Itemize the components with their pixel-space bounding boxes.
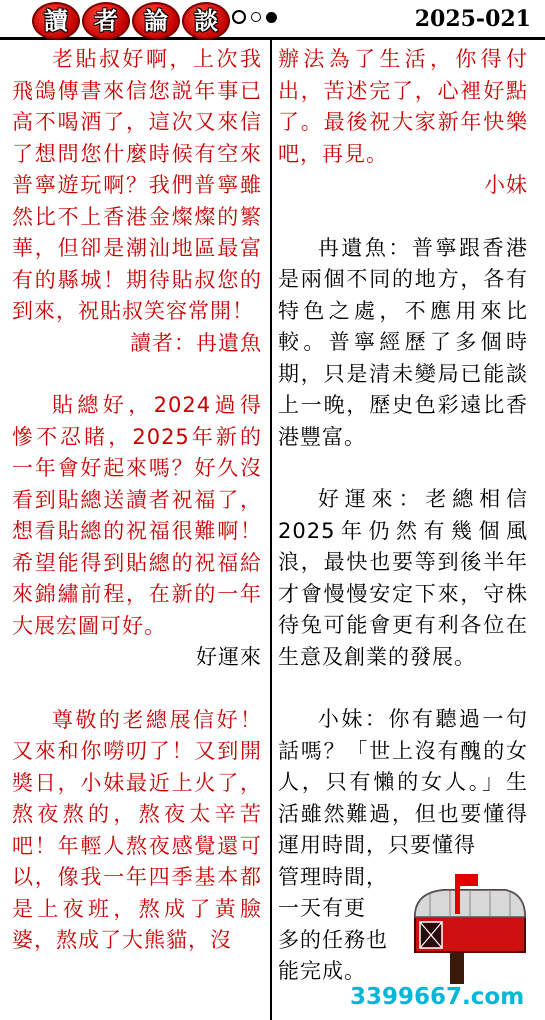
editor-reply: 冉遺魚：普寧跟香港是兩個不同的地方，各有特色之處，不應用來比較。普寧經歷了多個時期，只是清未變局已能談上一晚，歷史色彩遠比香港豐富。	[278, 235, 528, 449]
editor-reply-line: 能完成。	[278, 959, 366, 983]
circle-icon	[232, 10, 246, 24]
filled-circle-icon	[266, 12, 277, 23]
editor-reply-line: 管理時間，	[278, 864, 388, 889]
editor-reply: 小妹：你有聽過一句話嗎？「世上沒有醜的女人，只有懶的女人。」生活雖然難過，但也要懂得運用時間，只要懂得	[278, 707, 528, 857]
mailbox-icon	[395, 872, 535, 984]
editor-reply-line: 多的任務也	[278, 927, 388, 952]
right-column	[278, 44, 528, 988]
decorative-dots	[232, 10, 277, 24]
site-watermark: 3399667.com	[346, 984, 528, 1010]
reader-letter: 老貼叔好啊，上次我飛鴿傳書來信您説年事已高不喝酒了，這次又來信了想問您什麼時候有空來普寧遊玩啊？我們普寧雖然比不上香港金燦燦的繁華，但卻是潮汕地區最富有的縣城！期待貼叔您的到來，祝貼叔笑容常開！	[12, 47, 262, 323]
title-badge: 者	[82, 2, 130, 40]
title-badge: 談	[182, 2, 230, 40]
header-bar	[0, 0, 545, 40]
letter-signature: 讀者：冉遺魚	[130, 330, 262, 355]
column-title	[32, 2, 230, 40]
letter-signature: 好運來	[196, 645, 262, 669]
editor-reply-line: 一天有更	[278, 896, 366, 920]
editor-reply: 好運來：老總相信2025年仍然有幾個風浪，最快也要等到後半年才會慢慢安定下來，守株待兔可能會更有利各位在生意及創業的發展。	[278, 487, 528, 669]
letter-signature: 小妹	[484, 173, 528, 197]
circle-icon	[251, 12, 261, 22]
reader-letter: 貼總好，2024過得慘不忍睹，2025年新的一年會好起來嗎？好久沒看到貼總送讀者祝福了，想看貼總的祝福很難啊！希望能得到貼總的祝福給來錦繡前程，在新的一年大展宏圖可好。	[12, 393, 262, 638]
title-badge: 讀	[32, 2, 80, 40]
column-divider	[270, 40, 272, 1020]
reader-letter: 尊敬的老總展信好！又來和你嘮叨了！又到開獎日，小妹最近上火了，熬夜熬的，熬夜太辛苦吧！年輕人熬夜感覺還可以，像我一年四季基本都是上夜班，熬成了黃臉婆，熬成了大熊貓，沒	[12, 707, 262, 952]
title-badge: 論	[132, 2, 180, 40]
issue-number: 2025-021	[414, 6, 531, 32]
reader-letter-continued: 辦法為了生活，你得付出，苦述完了，心裡好點了。最後祝大家新年快樂吧，再見。	[278, 47, 528, 166]
left-column	[12, 44, 262, 957]
